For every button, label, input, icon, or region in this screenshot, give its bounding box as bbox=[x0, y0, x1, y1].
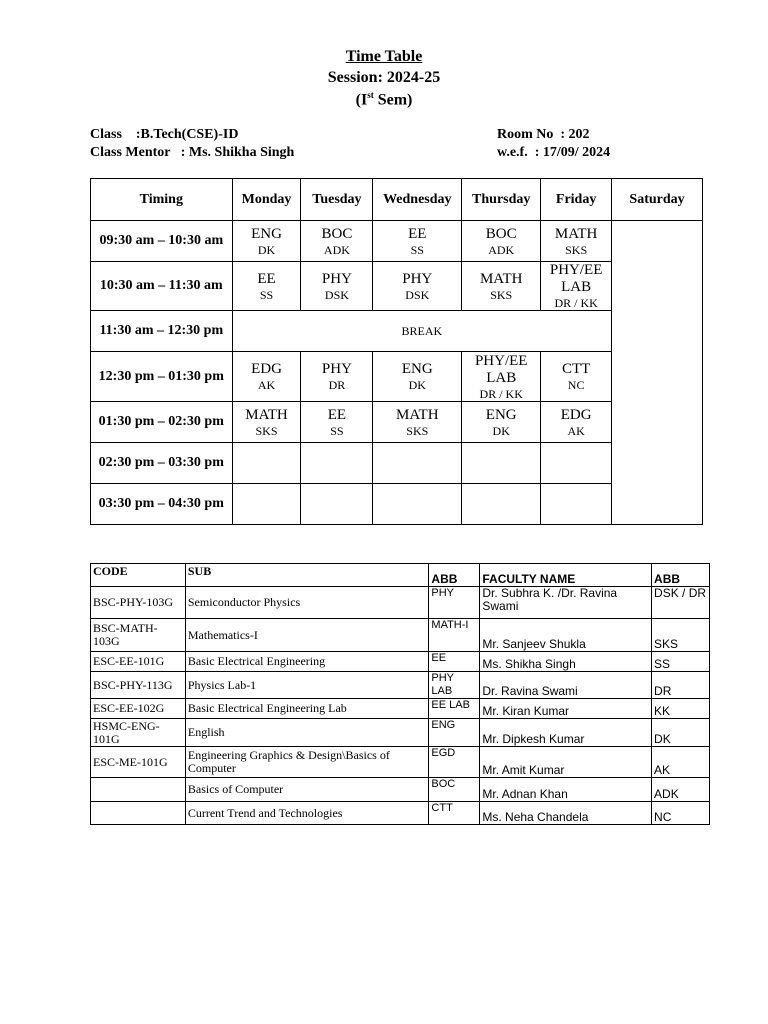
time-slot: 09:30 am – 10:30 am bbox=[91, 221, 233, 262]
page-title: Time Table bbox=[345, 48, 423, 65]
header-timing: Timing bbox=[91, 179, 233, 221]
subject-header-cell: ABB bbox=[652, 564, 710, 587]
class-cell bbox=[301, 221, 373, 262]
class-cell bbox=[301, 443, 373, 484]
class-cell bbox=[373, 221, 462, 262]
header-monday: Monday bbox=[232, 179, 301, 221]
class-cell bbox=[373, 443, 462, 484]
timetable-row bbox=[91, 311, 703, 352]
class-cell bbox=[462, 221, 541, 262]
faculty-abbr: DK bbox=[408, 378, 426, 392]
class-cell bbox=[462, 484, 541, 525]
faculty-abbr: SS bbox=[330, 423, 344, 438]
saturday-cell bbox=[612, 221, 703, 525]
subject-abbr: PHY/EE LAB bbox=[474, 352, 528, 386]
subject-row bbox=[91, 802, 710, 825]
timetable-row bbox=[91, 352, 703, 402]
faculty-abb: SKS bbox=[652, 619, 710, 652]
class-cell bbox=[301, 402, 373, 443]
class-cell bbox=[541, 221, 612, 262]
subject-abb: ENG bbox=[429, 719, 480, 747]
subject-name: Basics of Computer bbox=[185, 778, 429, 802]
class-cell bbox=[373, 262, 462, 311]
class-cell bbox=[301, 352, 373, 402]
class-cell bbox=[541, 443, 612, 484]
faculty-name: Mr. Sanjeev Shukla bbox=[480, 619, 652, 652]
class-cell bbox=[373, 352, 462, 402]
class-cell bbox=[373, 402, 462, 443]
timetable-row bbox=[91, 443, 703, 484]
faculty-name: Mr. Adnan Khan bbox=[480, 778, 652, 802]
wef-label: w.e.f. : 17/09/ 2024 bbox=[497, 145, 611, 160]
subject-abbr: PHY bbox=[321, 361, 352, 377]
time-slot: 11:30 am – 12:30 pm bbox=[91, 311, 233, 352]
subject-abbr: ENG bbox=[485, 406, 517, 423]
subject-abbr: EDG bbox=[251, 361, 282, 377]
subject-abb: EE bbox=[429, 652, 480, 672]
subject-abbr: BOC bbox=[485, 225, 517, 242]
class-cell bbox=[541, 402, 612, 443]
header-thursday: Thursday bbox=[462, 179, 541, 221]
faculty-abb: NC bbox=[652, 802, 710, 825]
time-slot: 10:30 am – 11:30 am bbox=[91, 262, 233, 311]
subject-name: Basic Electrical Engineering bbox=[185, 652, 429, 672]
faculty-abb: DSK / DR bbox=[652, 587, 710, 619]
subject-code bbox=[91, 802, 186, 825]
faculty-abbr: SKS bbox=[406, 423, 429, 438]
subject-abb: CTT bbox=[429, 802, 480, 825]
subject-row bbox=[91, 652, 710, 672]
subject-header-cell: CODE bbox=[91, 564, 186, 587]
class-cell bbox=[541, 352, 612, 402]
subject-header-row bbox=[91, 564, 710, 587]
subject-row bbox=[91, 778, 710, 802]
faculty-abbr: DK bbox=[492, 423, 510, 438]
subject-row bbox=[91, 747, 710, 778]
subject-abbr: PHY/EE LAB bbox=[549, 262, 603, 295]
faculty-abb: AK bbox=[652, 747, 710, 778]
session-label: Session: 2024-25 bbox=[327, 69, 441, 86]
subject-abb: EE LAB bbox=[429, 699, 480, 719]
subject-abb: PHY LAB bbox=[429, 672, 480, 699]
faculty-abb: DK bbox=[652, 719, 710, 747]
header-wednesday: Wednesday bbox=[373, 179, 462, 221]
timetable-row bbox=[91, 402, 703, 443]
timetable bbox=[90, 178, 703, 525]
break-cell: BREAK bbox=[232, 311, 612, 352]
faculty-name: Dr. Ravina Swami bbox=[480, 672, 652, 699]
faculty-abbr: SS bbox=[259, 287, 274, 302]
subject-abb: PHY bbox=[429, 587, 480, 619]
subject-abbr: MATH bbox=[396, 406, 439, 423]
subject-code: ESC-EE-102G bbox=[91, 699, 186, 719]
class-cell bbox=[462, 402, 541, 443]
faculty-abb: DR bbox=[652, 672, 710, 699]
class-cell bbox=[232, 352, 301, 402]
faculty-name: Mr. Amit Kumar bbox=[480, 747, 652, 778]
subject-name: Current Trend and Technologies bbox=[185, 802, 429, 825]
subject-name: Basic Electrical Engineering Lab bbox=[185, 699, 429, 719]
header-saturday: Saturday bbox=[612, 179, 703, 221]
subject-abbr: CTT bbox=[561, 361, 591, 377]
faculty-name: Ms. Shikha Singh bbox=[480, 652, 652, 672]
class-label: Class :B.Tech(CSE)-ID bbox=[90, 127, 239, 142]
faculty-abbr: DR / KK bbox=[479, 386, 523, 401]
faculty-name: Mr. Dipkesh Kumar bbox=[480, 719, 652, 747]
subject-abbr: EE bbox=[408, 225, 427, 242]
subject-row bbox=[91, 587, 710, 619]
faculty-abbr: ADK bbox=[323, 242, 350, 257]
subject-table bbox=[90, 563, 710, 825]
subject-abbr: MATH bbox=[245, 406, 288, 423]
subject-abbr: EE bbox=[327, 406, 347, 423]
faculty-abbr: DK bbox=[257, 242, 276, 257]
subject-header-cell: SUB bbox=[185, 564, 429, 587]
subject-code: BSC-PHY-103G bbox=[91, 587, 186, 619]
subject-abbr: MATH bbox=[554, 225, 598, 242]
subject-name: Mathematics-I bbox=[185, 619, 429, 652]
subject-abbr: ENG bbox=[401, 361, 433, 377]
subject-abbr: PHY bbox=[321, 270, 352, 287]
faculty-name: Dr. Subhra K. /Dr. Ravina Swami bbox=[480, 587, 652, 619]
timetable-header-row bbox=[91, 179, 703, 221]
class-cell bbox=[462, 352, 541, 402]
faculty-abbr: SS bbox=[410, 242, 424, 257]
faculty-abbr: DR / KK bbox=[554, 296, 598, 310]
time-slot: 12:30 pm – 01:30 pm bbox=[91, 352, 233, 402]
subject-abb: EGD bbox=[429, 747, 480, 778]
subject-code: BSC-MATH-103G bbox=[91, 619, 186, 652]
faculty-abbr: SKS bbox=[255, 423, 278, 438]
mentor-label: Class Mentor : Ms. Shikha Singh bbox=[90, 145, 295, 160]
semester-label: (Ist Sem) bbox=[355, 90, 413, 109]
time-slot: 03:30 pm – 04:30 pm bbox=[91, 484, 233, 525]
subject-code: ESC-EE-101G bbox=[91, 652, 186, 672]
subject-row bbox=[91, 619, 710, 652]
subject-abbr: EDG bbox=[560, 406, 592, 423]
faculty-abbr: DSK bbox=[405, 287, 430, 302]
class-cell bbox=[541, 262, 612, 311]
faculty-abbr: DSK bbox=[324, 287, 349, 302]
faculty-abbr: NC bbox=[567, 378, 585, 392]
class-cell bbox=[232, 443, 301, 484]
subject-abb: BOC bbox=[429, 778, 480, 802]
subject-code: ESC-ME-101G bbox=[91, 747, 186, 778]
faculty-abb: KK bbox=[652, 699, 710, 719]
class-cell bbox=[373, 484, 462, 525]
faculty-abbr: SKS bbox=[565, 242, 588, 257]
timetable-row bbox=[91, 484, 703, 525]
subject-row bbox=[91, 719, 710, 747]
subject-code: HSMC-ENG-101G bbox=[91, 719, 186, 747]
faculty-abbr: AK bbox=[257, 378, 276, 392]
faculty-name: Ms. Neha Chandela bbox=[480, 802, 652, 825]
faculty-abb: SS bbox=[652, 652, 710, 672]
subject-abbr: PHY bbox=[402, 270, 433, 287]
header-friday: Friday bbox=[541, 179, 612, 221]
faculty-abb: ADK bbox=[652, 778, 710, 802]
class-cell bbox=[462, 262, 541, 311]
subject-abbr: MATH bbox=[479, 270, 523, 287]
header-tuesday: Tuesday bbox=[301, 179, 373, 221]
subject-abb: MATH-I bbox=[429, 619, 480, 652]
subject-code bbox=[91, 778, 186, 802]
room-label: Room No : 202 bbox=[497, 127, 590, 142]
time-slot: 01:30 pm – 02:30 pm bbox=[91, 402, 233, 443]
class-cell bbox=[301, 262, 373, 311]
timetable-row bbox=[91, 221, 703, 262]
class-cell bbox=[301, 484, 373, 525]
time-slot: 02:30 pm – 03:30 pm bbox=[91, 443, 233, 484]
faculty-name: Mr. Kiran Kumar bbox=[480, 699, 652, 719]
subject-abbr: BOC bbox=[321, 225, 353, 242]
subject-code: BSC-PHY-113G bbox=[91, 672, 186, 699]
class-cell bbox=[232, 221, 301, 262]
subject-header-cell: ABB bbox=[429, 564, 480, 587]
class-cell bbox=[462, 443, 541, 484]
class-cell bbox=[232, 262, 301, 311]
subject-name: English bbox=[185, 719, 429, 747]
faculty-abbr: ADK bbox=[488, 242, 515, 257]
subject-row bbox=[91, 672, 710, 699]
subject-name: Physics Lab-1 bbox=[185, 672, 429, 699]
faculty-abbr: AK bbox=[567, 423, 585, 438]
class-cell bbox=[232, 484, 301, 525]
subject-abbr: ENG bbox=[251, 225, 282, 242]
subject-row bbox=[91, 699, 710, 719]
subject-name: Engineering Graphics & Design\Basics of Computer bbox=[185, 747, 429, 778]
faculty-abbr: SKS bbox=[490, 287, 513, 302]
class-cell bbox=[541, 484, 612, 525]
subject-header-cell: FACULTY NAME bbox=[480, 564, 652, 587]
faculty-abbr: DR bbox=[328, 378, 346, 392]
subject-abbr: EE bbox=[257, 270, 276, 287]
timetable-row bbox=[91, 262, 703, 311]
subject-name: Semiconductor Physics bbox=[185, 587, 429, 619]
class-cell bbox=[232, 402, 301, 443]
